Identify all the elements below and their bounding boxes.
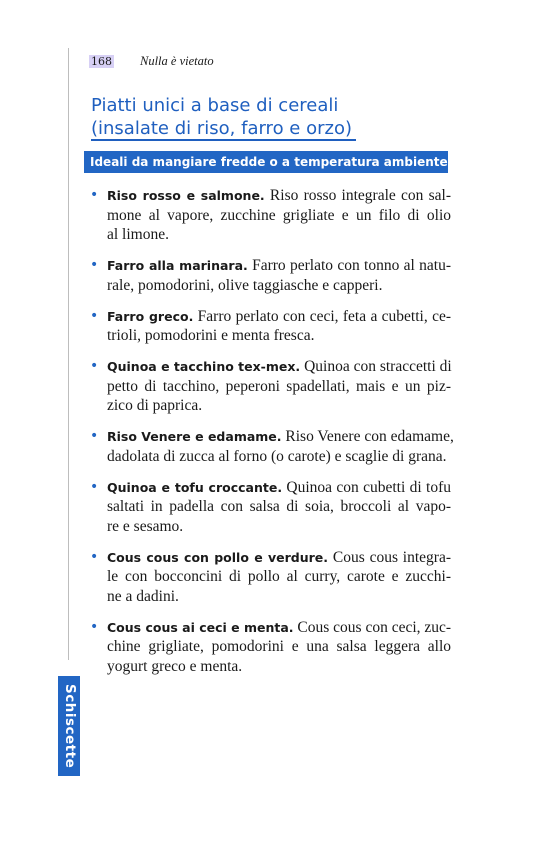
item-line: [107, 427, 454, 447]
item-heading: Farro greco.: [107, 308, 194, 324]
margin-rule: [68, 48, 69, 660]
bullet-icon: •: [90, 428, 99, 444]
bullet-icon: •: [90, 257, 99, 273]
subtitle-band: Ideali da mangiare fredde o a temperatura ambiente: [84, 151, 448, 173]
item-line: trioli, pomodorini e menta fresca.: [107, 327, 315, 344]
dish-list: [89, 186, 454, 688]
item-line: zico di paprica.: [107, 397, 203, 414]
item-line: [107, 307, 451, 327]
section-title-line-1: Piatti unici a base di cereali: [91, 95, 339, 116]
item-line: yogurt greco e menta.: [107, 657, 243, 675]
item-heading: Farro alla marinara.: [107, 258, 248, 273]
item-line: petto di tacchino, peperoni spadellati, mais e un piz-: [107, 377, 451, 395]
list-item: [89, 427, 454, 466]
item-text: Farro perlato con ceci, feta a cubetti, ce-: [193, 307, 451, 325]
bullet-icon: •: [90, 307, 99, 324]
list-item: [89, 256, 451, 295]
item-line: [107, 186, 451, 206]
list-item: [89, 548, 451, 607]
item-line: [107, 357, 451, 377]
item-text: Quinoa con cubetti di tofu: [282, 478, 451, 496]
list-item: [89, 357, 451, 416]
bullet-icon: •: [90, 187, 99, 203]
item-heading: Cous cous ai ceci e menta.: [107, 619, 294, 635]
section-title-line-2: (insalate di riso, farro e orzo): [91, 118, 352, 139]
item-heading: Cous cous con pollo e verdure.: [107, 549, 329, 565]
bullet-icon: •: [90, 618, 99, 635]
item-line: rale, pomodorini, olive taggiasche e capperi.: [107, 276, 383, 294]
list-item: [89, 478, 451, 537]
item-line: [107, 618, 451, 638]
item-line: saltati in padella con salsa di soia, broccoli al vapo-: [107, 498, 451, 515]
item-line: [107, 548, 451, 568]
list-item: [89, 618, 451, 677]
item-line: dadolata di zucca al forno (o carote) e scaglie di grana.: [107, 447, 447, 465]
item-text: Riso Venere con edamame,: [281, 428, 454, 445]
item-text: Farro perlato con tonno al natu-: [247, 257, 451, 274]
section-side-tab: [58, 676, 80, 776]
item-heading: Quinoa e tofu croccante.: [107, 479, 283, 495]
item-line: ne a dadini.: [107, 587, 179, 605]
list-item: [89, 307, 451, 346]
item-heading: Riso Venere e edamame.: [107, 429, 282, 444]
bullet-icon: •: [90, 358, 99, 374]
side-tab-label: Schiscette: [61, 683, 78, 769]
list-item: [89, 186, 451, 245]
item-line: chine grigliate, pomodorini e una salsa leggera allo: [107, 638, 451, 655]
item-text: Quinoa con straccetti di: [300, 358, 452, 375]
item-text: Riso rosso integrale con sal-: [264, 187, 452, 204]
bullet-icon: •: [90, 478, 99, 495]
item-line: al limone.: [107, 226, 169, 243]
item-text: Cous cous con ceci, zuc-: [293, 618, 452, 636]
item-heading: Quinoa e tacchino tex-mex.: [107, 359, 301, 374]
page-number: 168: [91, 55, 112, 68]
item-line: re e sesamo.: [107, 517, 184, 535]
running-header: [89, 54, 214, 69]
item-line: [107, 256, 451, 276]
section-title-underline: [91, 139, 356, 141]
running-title: Nulla è vietato: [140, 54, 214, 68]
section-title: [91, 94, 352, 140]
item-heading: Riso rosso e salmone.: [107, 188, 265, 203]
item-line: le con bocconcini di pollo al curry, carote e zucchi-: [107, 568, 451, 585]
item-line: mone al vapore, zucchine grigliate e un filo di olio: [107, 206, 451, 224]
bullet-icon: •: [90, 548, 99, 565]
item-text: Cous cous integra-: [328, 548, 451, 566]
item-line: [107, 478, 451, 498]
